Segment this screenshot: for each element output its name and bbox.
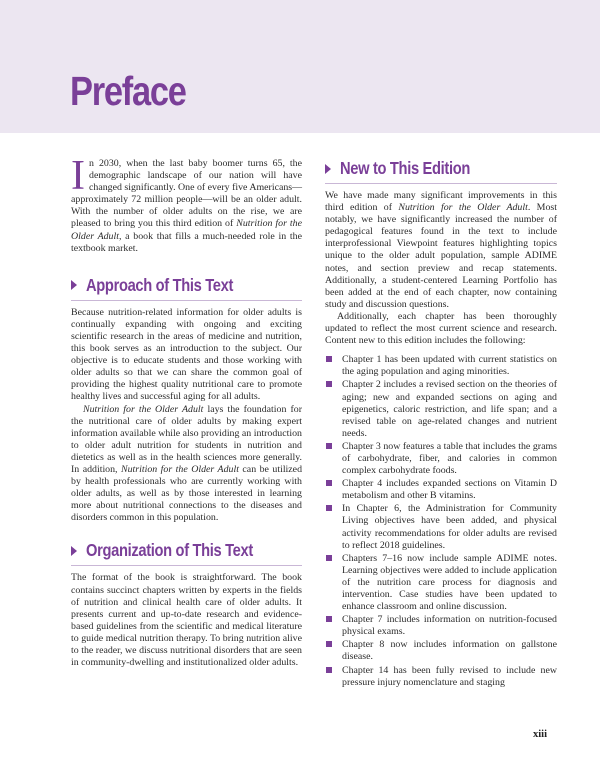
intro-book-title: Nutrition for the Older Adult	[71, 218, 302, 242]
new-edition-paragraph-2: Additionally, each chapter has been thoroughly updated to reflect the most current science and research. Content new to this edition includes the following:	[325, 310, 557, 347]
intro-text-a: n 2030, when the last baby boomer turns 65, the demographic landscape of our nation will have changed significantly. One of every five Americans—approximately 72 million people—will be an older adult. With the number of older adults on the rise, we are pleased to bring you this third edition of	[71, 158, 302, 230]
square-bullet-icon	[326, 641, 332, 647]
book-title: Nutrition for the Older Adult	[121, 463, 239, 475]
list-item: Chapter 1 has been updated with current statistics on the aging population and aging minorities.	[325, 354, 557, 378]
triangle-bullet-icon	[71, 546, 77, 556]
approach-text-a: lays the foundation for the nutritional care of older adults by making expert information available while also providing an introduction to older adult nutrition for students in nutrition and dietetics as well as in the health sciences more generally. In addition,	[71, 403, 302, 475]
list-item: Chapter 3 now features a table that includes the grams of carbohydrate, fiber, and calories in common complex carbohydrate foods.	[325, 441, 557, 477]
book-title: Nutrition for the Older Adult	[83, 403, 204, 415]
list-item: Chapter 8 now includes information on gallstone disease.	[325, 639, 557, 663]
square-bullet-icon	[326, 480, 332, 486]
intro-paragraph	[71, 153, 302, 255]
approach-paragraph-2	[71, 404, 302, 525]
section-heading-new-edition	[325, 158, 557, 184]
section-heading-approach	[71, 275, 302, 301]
list-item: Chapters 7–16 now include sample ADIME notes. Learning objectives were added to include application of the nutrition care process for diagnosis and intervention. Case studies have been updated to enhance classroom and online discussion.	[325, 553, 557, 613]
heading-label: Organization of This Text	[86, 540, 253, 561]
intro-text-b: , a book that fills a much-needed role in the textbook market.	[71, 230, 302, 254]
heading-label: New to This Edition	[340, 158, 471, 178]
list-item: Chapter 7 includes information on nutrition-focused physical exams.	[325, 614, 557, 638]
organization-paragraph: The format of the book is straightforward. The book contains succinct chapters written by experts in the fields of nutrition and clinical health care of older adults. It presents current and up-to-date research and evidence-based guidelines from the scientific and medical literature to guide medical nutrition therapy. To bring nutrition alive to the reader, we discuss nutritional disorders that are seen in community-dwelling and institutionalized older adults.	[71, 572, 302, 669]
square-bullet-icon	[326, 555, 332, 561]
list-item: In Chapter 6, the Administration for Community Living objectives have been added, and physical activity recommendations for older adults are revised to reflect 2018 guidelines.	[325, 503, 557, 551]
right-column	[325, 158, 557, 690]
triangle-bullet-icon	[325, 164, 331, 174]
list-item: Chapter 4 includes expanded sections on Vitamin D metabolism and other B vitamins.	[325, 478, 557, 502]
square-bullet-icon	[326, 667, 332, 673]
square-bullet-icon	[326, 616, 332, 622]
page-title: Preface	[70, 68, 186, 114]
new-edition-paragraph-1	[325, 190, 557, 311]
list-item: Chapter 14 has been fully revised to include new pressure injury nomenclature and staging	[325, 665, 557, 689]
square-bullet-icon	[326, 356, 332, 362]
list-item: Chapter 2 includes a revised section on the theories of aging; new and expanded sections on aging and epigenetics, caloric restriction, and life span; and a revised table on age-related changes and nutrient needs.	[325, 379, 557, 439]
triangle-bullet-icon	[71, 280, 77, 290]
left-column	[71, 153, 303, 669]
page-number: xiii	[533, 729, 548, 740]
new-edition-text-a: We have made many significant improvements in this third edition of	[325, 190, 557, 214]
new-edition-text-b: . Most notably, we have significantly increased the number of pedagogical features found in the text to include interprofessional Viewpoint features highlighting topics unique to the older adult population, sample ADIME notes, and section preview and recap statements. Additionally, a student-centered Learning Portfolio has been added at the end of each chapter, now containing study and discussion questions.	[325, 202, 557, 310]
approach-paragraph-1: Because nutrition-related information for older adults is continually expanding with ongoing and exciting scientific research in the areas of medicine and nutrition, this book serves as an introduction to the subject. Our objective is to educate students and those working with older adults so that we can share the common goal of providing the highest quality nutritional care to promote healthy lives and successful aging for all adults.	[71, 306, 302, 403]
approach-text-b: can be utilized by health professionals who are currently working with older adults, as well as by those interested in learning more about nutritional connections to the diseases and disorders common in this population.	[71, 463, 303, 524]
book-title: Nutrition for the Older Adult	[398, 202, 528, 214]
square-bullet-icon	[326, 443, 332, 449]
section-heading-organization	[71, 540, 302, 566]
square-bullet-icon	[326, 381, 332, 387]
square-bullet-icon	[326, 505, 332, 511]
new-content-list	[325, 354, 557, 689]
heading-label: Approach of This Text	[86, 274, 234, 295]
drop-cap: I	[71, 153, 85, 199]
